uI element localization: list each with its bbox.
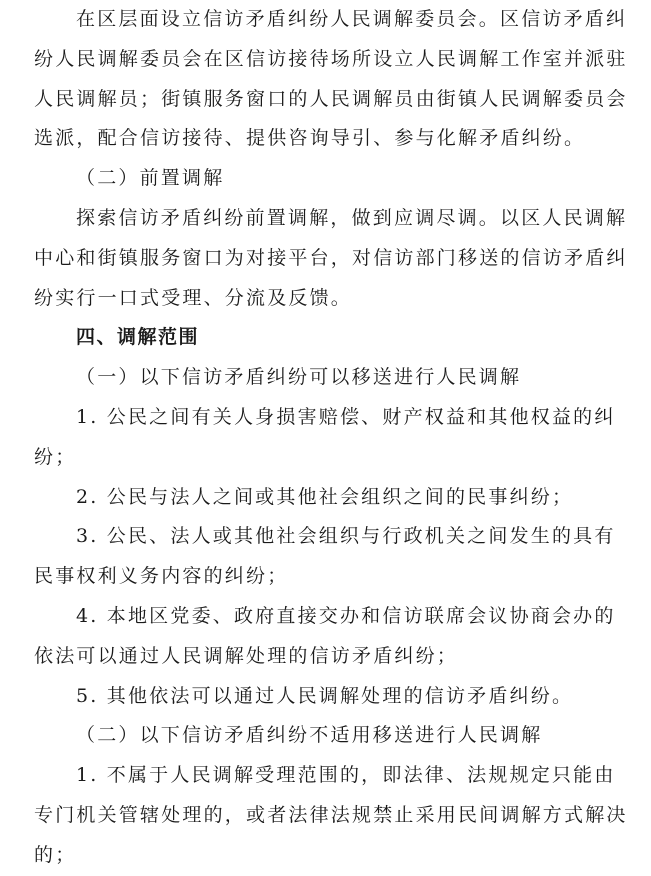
paragraph-line: 在区层面设立信访矛盾纠纷人民调解委员会。区信访矛盾纠 <box>76 8 628 30</box>
paragraph-line: 纷实行一口式受理、分流及反馈。 <box>34 286 353 309</box>
paragraph-line: 中心和街镇服务窗口为对接平台，对信访部门移送的信访矛盾纠 <box>34 246 628 269</box>
list-item-line: 2. 公民与法人之间或其他社会组织之间的民事纠纷； <box>76 485 574 508</box>
list-item-line: 专门机关管辖处理的，或者法律法规禁止采用民间调解方式解决 <box>34 803 628 826</box>
section-heading: 四、调解范围 <box>76 326 200 349</box>
subsection-heading: （一）以下信访矛盾纠纷可以移送进行人民调解 <box>76 366 522 389</box>
document-page <box>34 0 628 876</box>
list-item-line: 民事权利义务内容的纠纷； <box>34 565 289 588</box>
paragraph-line: 选派，配合信访接待、提供咨询导引、参与化解矛盾纠纷。 <box>34 127 586 150</box>
paragraph-line: 纷人民调解委员会在区信访接待场所设立人民调解工作室并派驻 <box>34 47 628 70</box>
subsection-heading: （二）前置调解 <box>76 167 225 190</box>
list-item-line: 5. 其他依法可以通过人民调解处理的信访矛盾纠纷。 <box>76 684 574 707</box>
list-item-line: 1. 公民之间有关人身损害赔偿、财产权益和其他权益的纠 <box>76 405 616 428</box>
paragraph-line: 探索信访矛盾纠纷前置调解，做到应调尽调。以区人民调解 <box>76 206 628 229</box>
paragraph-line: 人民调解员；街镇服务窗口的人民调解员由街镇人民调解委员会 <box>34 87 628 110</box>
list-item-line: 纷； <box>34 445 77 468</box>
list-item-line: 1. 不属于人民调解受理范围的，即法律、法规规定只能由 <box>76 764 616 787</box>
list-item-line: 的； <box>34 843 77 866</box>
list-item-line: 4. 本地区党委、政府直接交办和信访联席会议协商会办的 <box>76 604 616 627</box>
list-item-line: 依法可以通过人民调解处理的信访矛盾纠纷； <box>34 644 459 667</box>
list-item-line: 3. 公民、法人或其他社会组织与行政机关之间发生的具有 <box>76 525 616 548</box>
subsection-heading: （二）以下信访矛盾纠纷不适用移送进行人民调解 <box>76 724 543 747</box>
